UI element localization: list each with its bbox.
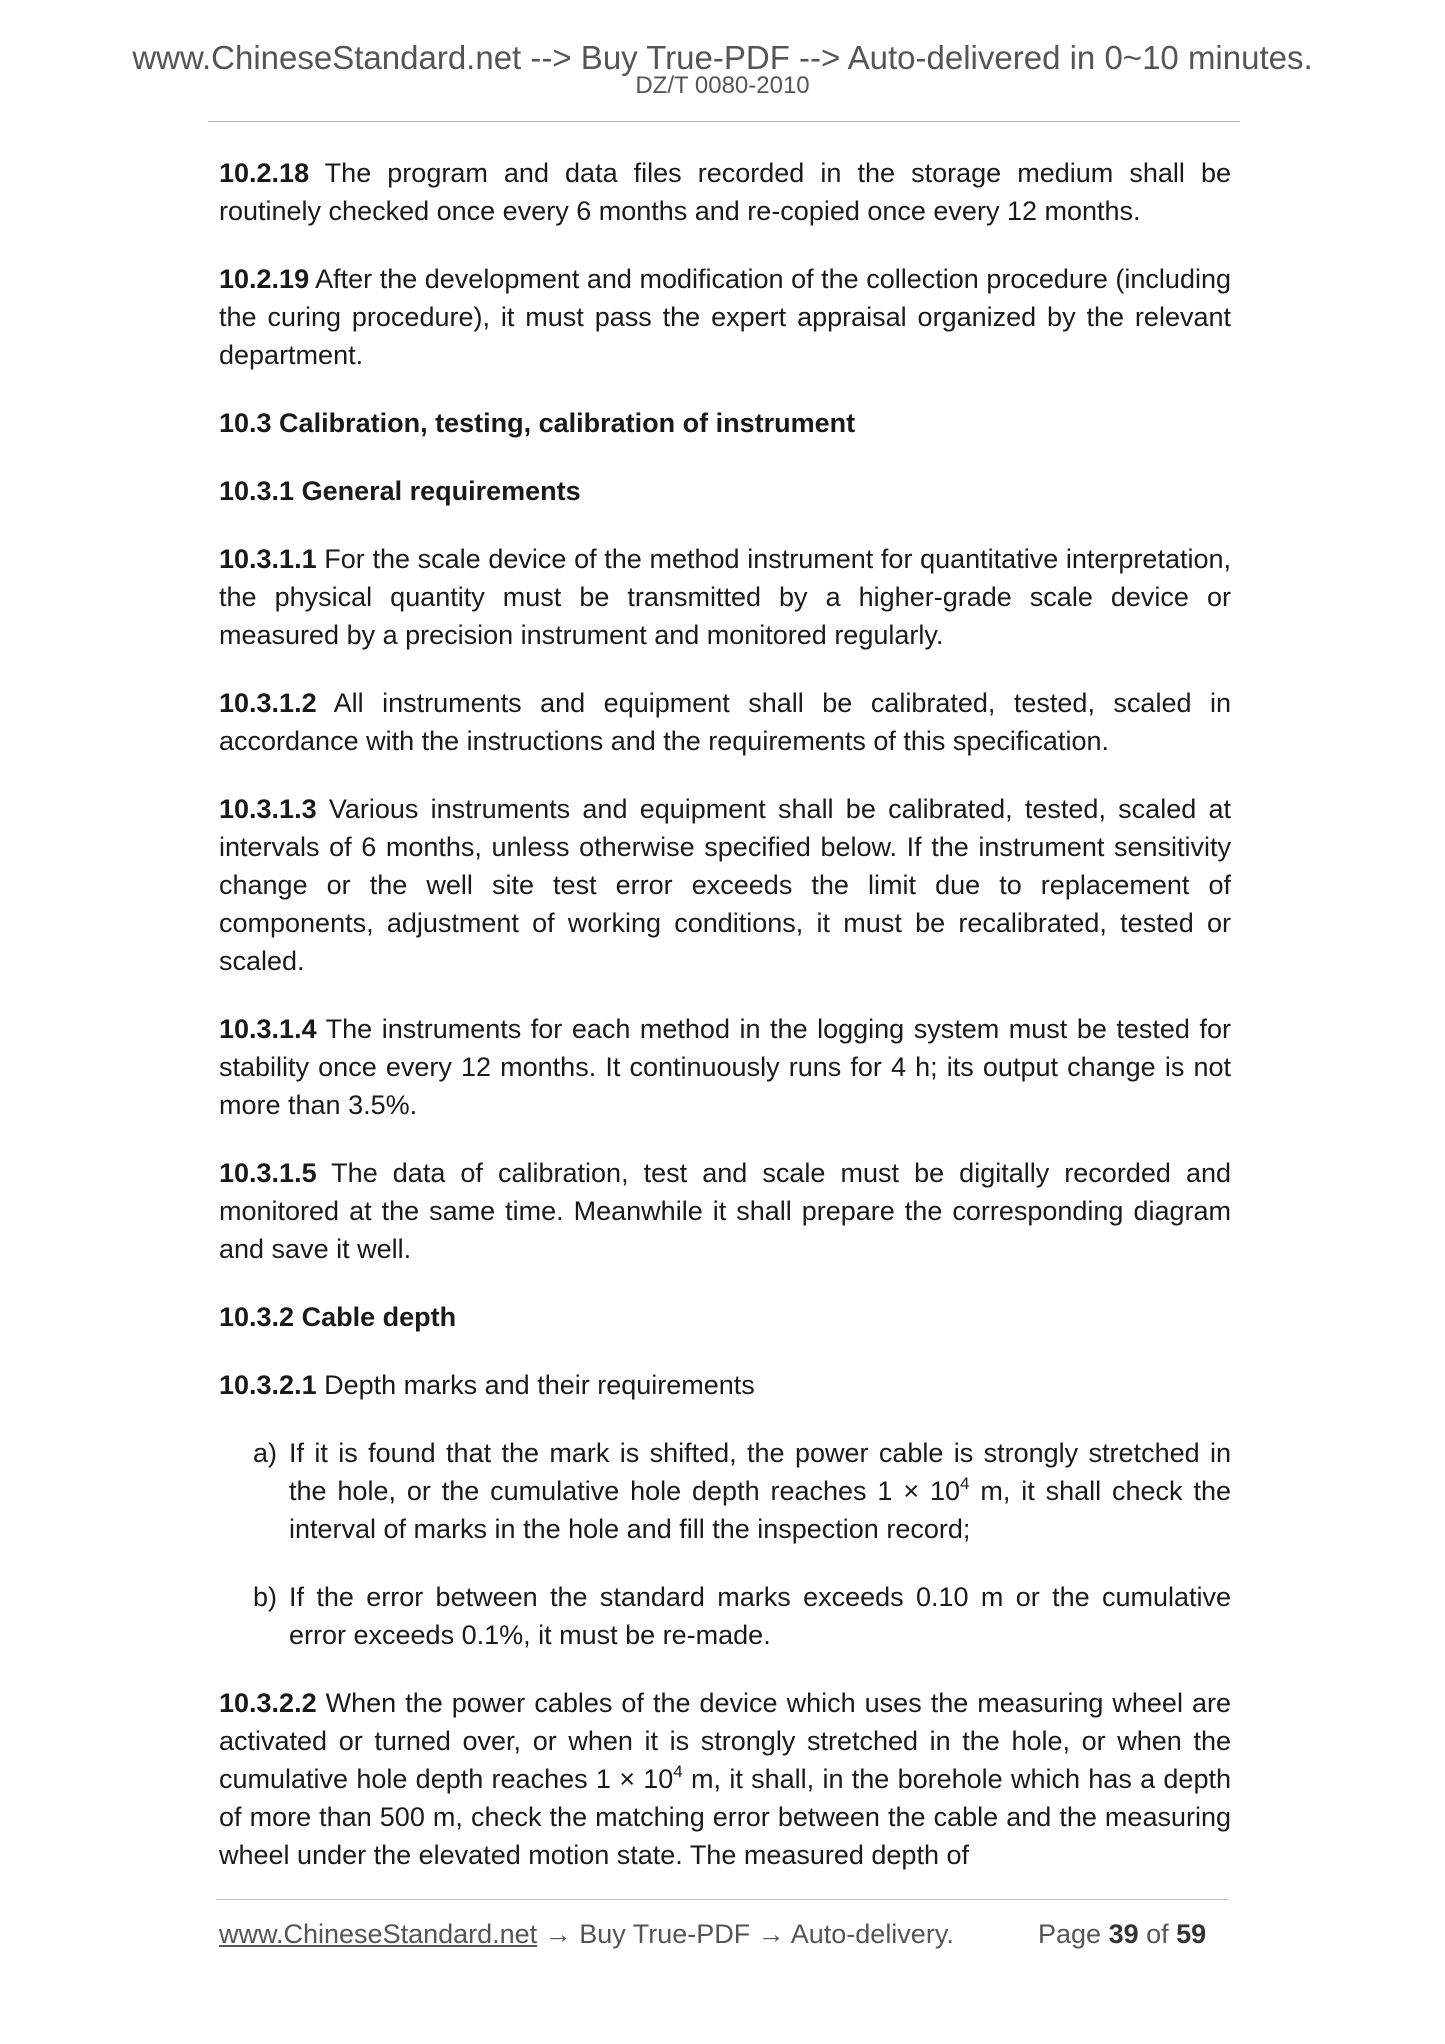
clause-10-3-2-1: [219, 1366, 1231, 1404]
list-text: If the error between the standard marks exceeds 0.10 m or the cumulative error exceeds 0.1%, it must be re-made.: [289, 1582, 1231, 1650]
footer-promo-text: → Buy True-PDF → Auto-delivery.: [537, 1919, 954, 1949]
section-heading-10-3-2: 10.3.2 Cable depth: [219, 1302, 457, 1332]
clause-10-3-1-2: [219, 684, 1231, 760]
list-item-b: [219, 1578, 1231, 1654]
clause-number: 10.3.2.2: [219, 1688, 317, 1718]
page-indicator: [1038, 1917, 1206, 1951]
clause-number: 10.3.1.2: [219, 688, 317, 718]
clause-text: The program and data files recorded in the storage medium shall be routinely checked once every 6 months and re-copied once every 12 months.: [219, 158, 1231, 226]
clause-number: 10.3.1.3: [219, 794, 317, 824]
list-text-start: If it is found that the mark is shifted, the power cable is strongly stretched in the hole, or the cumulative hole depth reaches 1 × 10: [289, 1438, 1231, 1506]
clause-10-3-1-5: [219, 1154, 1231, 1268]
clause-number: 10.3.1.5: [219, 1158, 317, 1188]
document-code: DZ/T 0080-2010: [635, 72, 810, 99]
clause-number: 10.3.1.1: [219, 544, 317, 574]
clause-number: 10.2.19: [219, 264, 310, 294]
footer-divider: [216, 1899, 1228, 1900]
clause-10-3-1-4: [219, 1010, 1231, 1124]
page-total: 59: [1176, 1919, 1207, 1949]
clause-number: 10.2.18: [219, 158, 310, 188]
exponent: 4: [673, 1762, 683, 1781]
list-text-end: m, it shall check the interval of marks in the hole and fill the inspection record;: [289, 1476, 1231, 1544]
clause-text: Various instruments and equipment shall be calibrated, tested, scaled at intervals of 6 months, unless otherwise specified below. If the instrument sensitivity change or the well site test error exceeds the limit due to replacement of components, adjustment of working conditions, it must be recalibrated, tested or scaled.: [219, 794, 1231, 976]
clause-text: After the development and modification of the collection procedure (including the curing procedure), it must pass the expert appraisal organized by the relevant department.: [219, 264, 1231, 370]
footer-site-link[interactable]: www.ChineseStandard.net: [219, 1919, 538, 1949]
page-body: [219, 154, 1231, 1904]
header-banner: www.ChineseStandard.net --> Buy True-PDF --> Auto-delivered in 0~10 minutes.: [132, 39, 1313, 76]
clause-10-3-1-3: [219, 790, 1231, 980]
clause-text: For the scale device of the method instrument for quantitative interpretation, the physical quantity must be transmitted by a higher-grade scale device or measured by a precision instrument and monitored regularly.: [219, 544, 1231, 650]
page-number: 39: [1108, 1919, 1139, 1949]
clause-10-3-2-2: [219, 1684, 1231, 1874]
clause-10-2-19: [219, 260, 1231, 374]
clause-text-start: When the power cables of the device which uses the measuring wheel are activated or turned over, or when it is strongly stretched in the hole, or when the cumulative hole depth reaches 1 × 10: [219, 1688, 1231, 1794]
header-divider: [208, 121, 1240, 122]
section-heading-10-3: 10.3 Calibration, testing, calibration of instrument: [219, 408, 856, 438]
exponent: 4: [960, 1474, 970, 1493]
page-of-label: of: [1138, 1919, 1177, 1949]
section-heading-10-3-1: 10.3.1 General requirements: [219, 476, 581, 506]
list-label: b): [253, 1582, 278, 1612]
clause-number: 10.3.1.4: [219, 1014, 317, 1044]
page-label: Page: [1038, 1919, 1109, 1949]
list-label: a): [253, 1438, 278, 1468]
footer-promo: [219, 1917, 954, 1951]
clause-10-3-1-1: [219, 540, 1231, 654]
clause-text-end: m, it shall, in the borehole which has a depth of more than 500 m, check the matching error between the cable and the measuring wheel under the elevated motion state. The measured depth of: [219, 1764, 1231, 1870]
clause-text: Depth marks and their requirements: [316, 1370, 755, 1400]
clause-text: The data of calibration, test and scale must be digitally recorded and monitored at the same time. Meanwhile it shall prepare the corresponding diagram and save it well.: [219, 1158, 1231, 1264]
clause-text: The instruments for each method in the logging system must be tested for stability once every 12 months. It continuously runs for 4 h; its output change is not more than 3.5%.: [219, 1014, 1231, 1120]
clause-10-2-18: [219, 154, 1231, 230]
list-item-a: [219, 1434, 1231, 1548]
clause-text: All instruments and equipment shall be calibrated, tested, scaled in accordance with the instructions and the requirements of this specification.: [219, 688, 1231, 756]
clause-number: 10.3.2.1: [219, 1370, 317, 1400]
